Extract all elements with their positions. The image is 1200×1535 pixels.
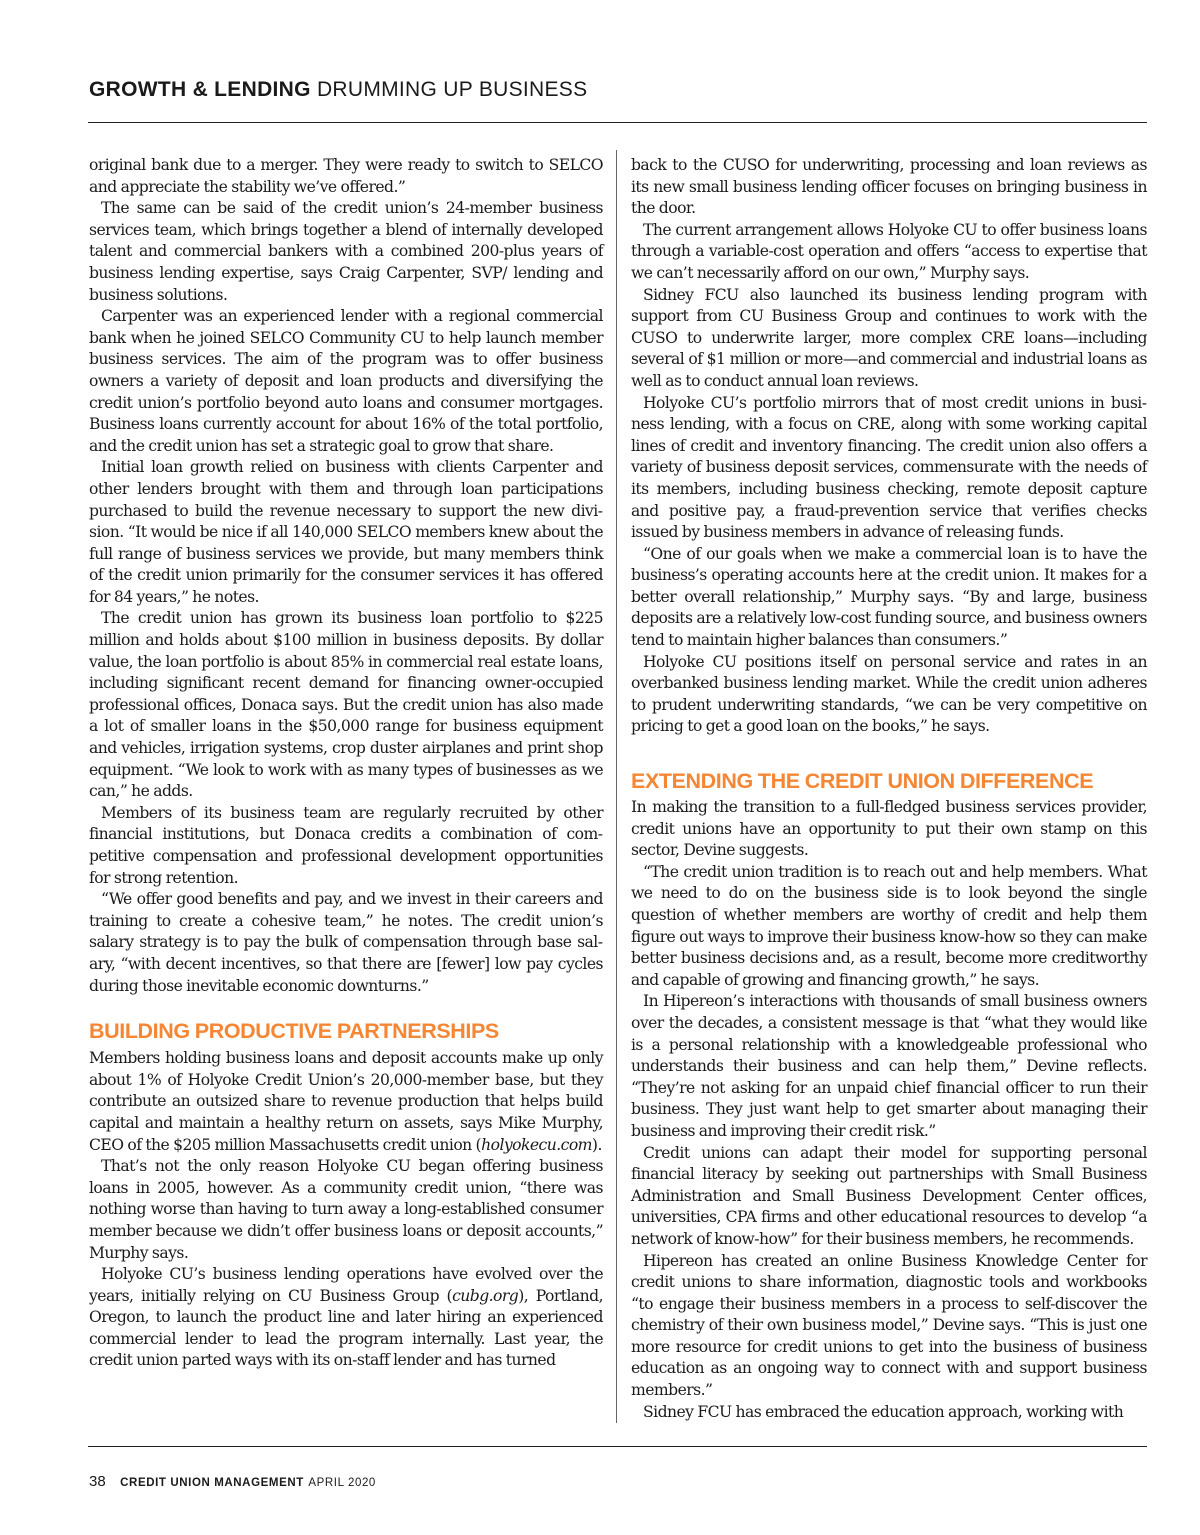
paragraph: original bank due to a merger. They were ready to switch to SELCO and appreciate the stability we’ve offered.” [89, 156, 603, 196]
page-footer [89, 1473, 376, 1491]
paragraph-text: ). [591, 1135, 602, 1154]
issue-date: APRIL 2020 [308, 1477, 376, 1489]
paragraph: The credit union has grown its business loan portfolio to $225 million and holds about $100 million in business deposits. By dollar value, the loan portfolio is about 85% in commercial real estate loans, including significant recent demand for financing owner-occupied professional offices, Donaca says. But the credit union has also made a lot of smaller loans in the $50,000 range for business equipment and vehicles, irrigation systems, crop duster airplanes and print shop equipment. “We look to work with as many types of businesses as we can,” he adds. [89, 609, 603, 801]
section-heading: EXTENDING THE CREDIT UNION DIFFERENCE [631, 769, 1094, 794]
paragraph [89, 1264, 603, 1372]
column-divider [616, 150, 617, 1423]
paragraph: Initial loan growth relied on business with clients Carpenter and other lenders brought with them and through loan participations purchased to build the revenue necessary to support the new division. “It would be nice if all 140,000 SELCO members knew about the full range of business services we provide, but many members think of the credit union primarily for the consumer services it has offered for 84 years,” he notes. [89, 458, 603, 606]
paragraph: In Hipereon’s interactions with thousands of small business owners over the decades, a consistent message is that “what they would like is a personal relationship with a knowledgeable professional who understands their business and can help them,” Devine reflects. “They’re not asking for an unpaid chief financial officer to run their business. They just want help to get smarter about managing their business and improving their credit risk.” [631, 992, 1147, 1140]
paragraph: Holyoke CU’s portfolio mirrors that of most credit unions in business lending, with a focus on CRE, along with some working capital lines of credit and inventory financing. The credit union also offers a variety of business deposit services, commensurate with the needs of its members, including business checking, remote deposit capture and positive pay, a fraud-prevention service that verifies checks issued by business members in advance of releasing funds. [631, 393, 1147, 542]
paragraph: Hipereon has created an online Business Knowledge Center for credit unions to share information, diagnostic tools and workbooks “to engage their business members in a process to self-discover the chemistry of their own business model,” Devine says. “This is just one more resource for credit unions to get into the business of business education as an ongoing way to connect with and support business members.” [631, 1251, 1147, 1400]
running-head [89, 78, 587, 102]
footer-rule [88, 1446, 1147, 1447]
paragraph: Members of its business team are regularly recruited by other financial institutions, but Donaca credits a combination of competitive compensation and professional development opportunities for strong retention. [89, 803, 603, 887]
website-link: cubg.org [452, 1286, 519, 1305]
paragraph: “We offer good benefits and pay, and we invest in their careers and training to create a cohesive team,” he notes. The credit union’s salary strategy is to pay the bulk of compensation through base salary, “with decent incentives, so that there are [fewer] low pay cycles during those inevitable economic downturns.” [89, 890, 603, 995]
paragraph: Holyoke CU positions itself on personal service and rates in an overbanked business lending market. While the credit union adheres to prudent underwriting standards, “we can be very competitive on pricing to get a good loan on the books,” he says. [631, 652, 1147, 736]
paragraph: Sidney FCU has embraced the education approach, working with [643, 1402, 1124, 1421]
paragraph-text: ), Portland, Oregon, to launch the product line and later hiring an experienced commercial lender to lead the program internally. Last year, the credit union parted ways with its on-staff lender and has turned [89, 1286, 603, 1370]
paragraph [89, 1048, 603, 1156]
right-column [631, 155, 1147, 1423]
section-heading: BUILDING PRODUCTIVE PARTNERSHIPS [89, 1019, 499, 1044]
publication-name: CREDIT UNION MANAGEMENT [120, 1477, 304, 1489]
paragraph: Carpenter was an experienced lender with a regional commercial bank when he joined SELCO Community CU to help launch member business services. The aim of the program was to offer business owners a variety of deposit and loan products and diversifying the credit union’s portfolio beyond auto loans and consumer mortgages. Business loans currently account for about 16% of the total portfolio, and the credit union has set a strategic goal to grow that share. [89, 307, 603, 455]
section-label: GROWTH & LENDING [89, 78, 311, 101]
paragraph: The current arrangement allows Holyoke CU to offer business loans through a variable-cost operation and offers “access to expertise that we can’t necessarily afford on our own,” Murphy says. [631, 220, 1147, 282]
paragraph-text: Members holding business loans and deposit accounts make up only about 1% of Holyoke Credit Union’s 20,000-member base, but they contribute an outsized share to revenue production that helps build capital and maintain a healthy return on assets, says Mike Murphy, CEO of the $205 million Massachusetts credit union ( [89, 1049, 603, 1154]
header-rule [88, 122, 1147, 123]
topic-label: DRUMMING UP BUSINESS [316, 78, 588, 101]
left-column [89, 155, 603, 1372]
paragraph: Credit unions can adapt their model for supporting personal financial literacy by seeking out partnerships with Small Business Administration and Small Business Development Center offices, universities, CPA firms and other educational resources to develop “a network of know-how” for their business members, he recommends. [631, 1143, 1147, 1248]
paragraph: The same can be said of the credit union’s 24-member business services team, which brings together a blend of internally developed talent and commercial bankers with a combined 200-plus years of business lending expertise, says Craig Carpenter, SVP/ lending and business solutions. [89, 199, 603, 304]
paragraph: “One of our goals when we make a commercial loan is to have the business’s operating accounts here at the credit union. It makes for a better overall relationship,” Murphy says. “By and large, business deposits are a relatively low-cost funding source, and business owners tend to maintain higher balances than consumers.” [631, 544, 1147, 650]
paragraph: “The credit union tradition is to reach out and help members. What we need to do on the business side is to look beyond the single question of whether members are worthy of credit and help them figure out ways to improve their business know-how so they can make better business decisions and, as a result, become more creditworthy and capable of growing and financing growth,” he says. [631, 862, 1147, 989]
paragraph: That’s not the only reason Holyoke CU began offering business loans in 2005, however. As a community credit union, “there was nothing worse than having to turn away a long-established consumer member because we didn’t offer business loans or deposit accounts,” Murphy says. [89, 1157, 603, 1262]
paragraph: In making the transition to a full-fledged business services provider, credit unions have an opportunity to put their own stamp on this sector, Devine suggests. [631, 798, 1147, 860]
website-link: holyokecu.com [481, 1135, 592, 1154]
paragraph: Sidney FCU also launched its business lending program with support from CU Business Group and continues to work with the CUSO to underwrite larger, more complex CRE loans—including several of $1 million or more—and commercial and industrial loans as well as to conduct annual loan reviews. [631, 285, 1147, 390]
page-number: 38 [89, 1473, 106, 1490]
paragraph: back to the CUSO for underwriting, processing and loan reviews as its new small business lending officer focuses on bringing business in the door. [631, 156, 1147, 218]
paragraph-text: Holyoke CU’s business lending operations have evolved over the years, initially relying on CU Business Group ( [89, 1265, 603, 1305]
